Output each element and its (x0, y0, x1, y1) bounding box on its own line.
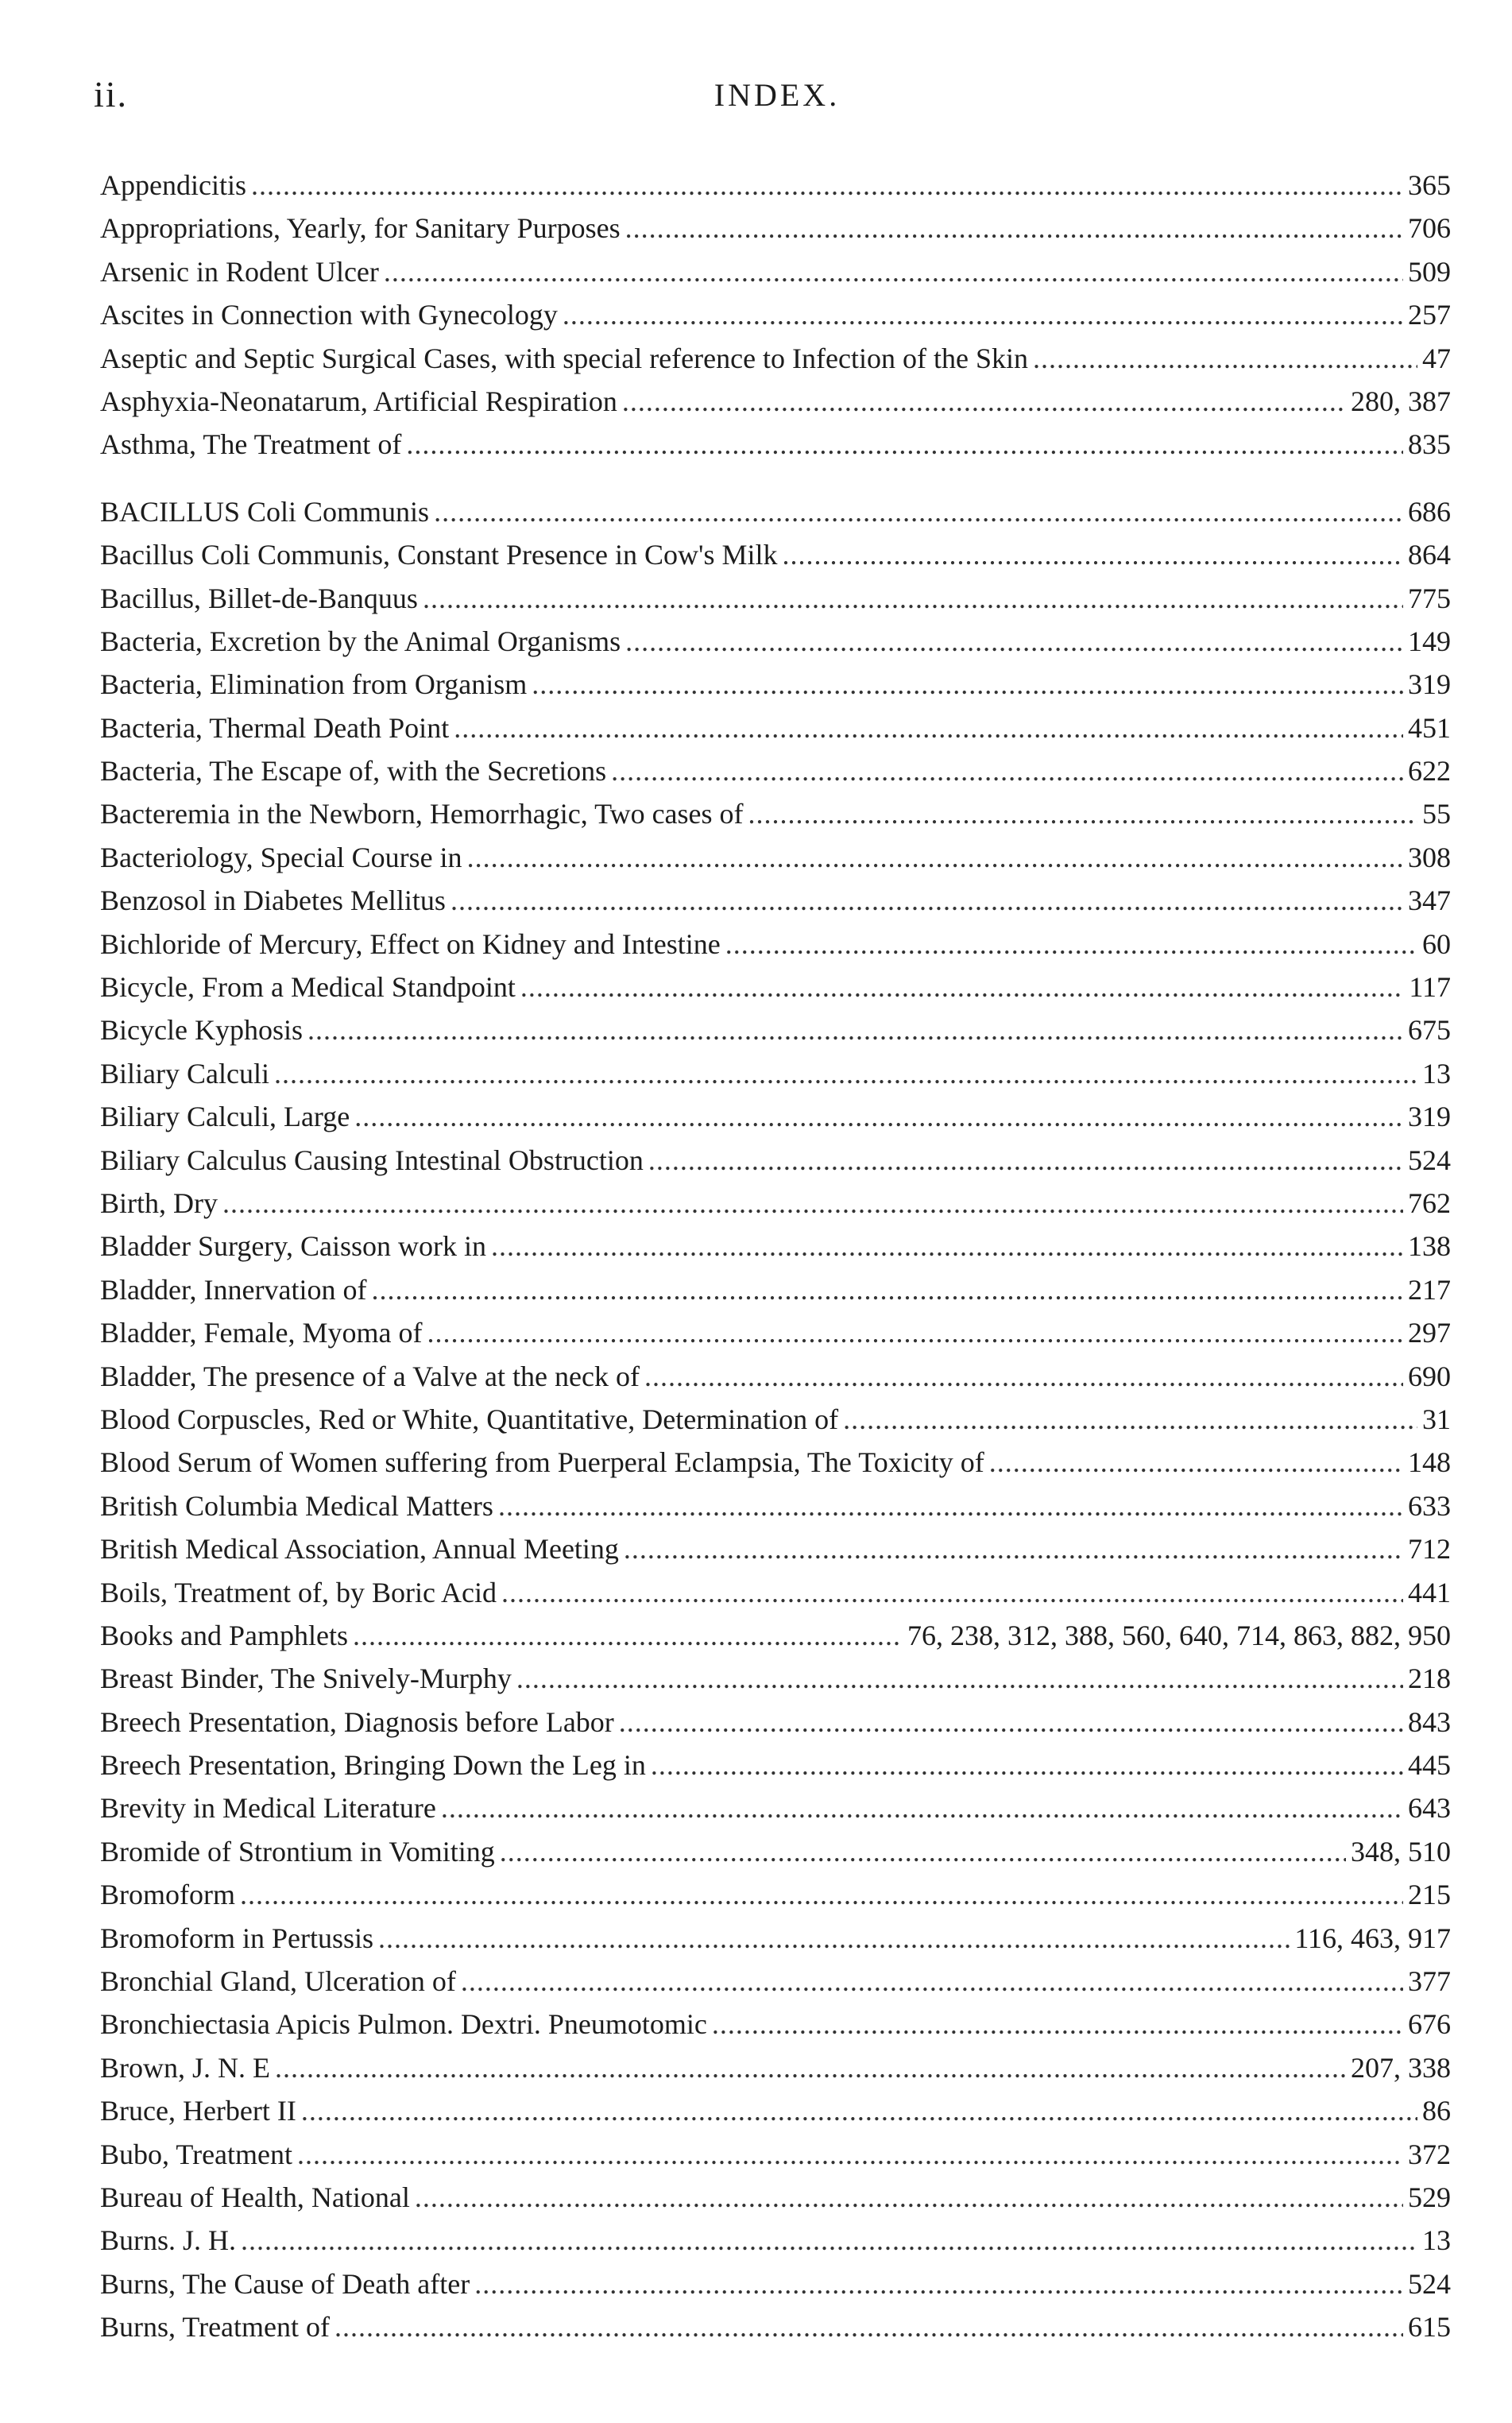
dot-leader (625, 625, 1403, 658)
entry-label: Bacillus, Billet-de-Banquus (100, 582, 418, 614)
entry-label: Bichloride of Mercury, Effect on Kidney and Intestine (100, 927, 721, 960)
entry-pages: 529 (1408, 2181, 1451, 2213)
entry-pages: 217 (1408, 1273, 1451, 1306)
dot-leader (516, 1662, 1403, 1695)
dot-leader (474, 2267, 1403, 2301)
entry-pages: 762 (1408, 1186, 1451, 1219)
index-list (100, 168, 1451, 2354)
entry-label: Brown, J. N. E (100, 2051, 270, 2084)
dot-leader (222, 1186, 1403, 1220)
index-entry (100, 1964, 1451, 2007)
index-entry (100, 2094, 1451, 2137)
index-entry (100, 1144, 1451, 1186)
entry-pages: 622 (1408, 755, 1451, 788)
entry-label: Brevity in Medical Literature (100, 1792, 436, 1825)
entry-label: British Columbia Medical Matters (100, 1489, 493, 1522)
index-entry (100, 1013, 1451, 1056)
entry-label: Bruce, Herbert II (100, 2095, 296, 2127)
dot-leader (454, 711, 1403, 745)
dot-leader (241, 2224, 1417, 2257)
dot-leader (275, 2051, 1346, 2084)
dot-leader (783, 538, 1404, 571)
entry-pages: 257 (1408, 299, 1451, 331)
entry-label: Bronchial Gland, Ulceration of (100, 1965, 456, 1998)
entry-label: Boils, Treatment of, by Boric Acid (100, 1576, 497, 1608)
index-entry (100, 495, 1451, 538)
index-entry (100, 2224, 1451, 2266)
dot-leader (624, 1532, 1403, 1566)
entry-label: Bacteria, Excretion by the Animal Organisms (100, 625, 621, 657)
entry-label: Burns, Treatment of (100, 2311, 331, 2344)
entry-label: Burns, The Cause of Death after (100, 2267, 470, 2300)
entry-label: Blood Corpuscles, Red or White, Quantitative, Determination of (100, 1403, 839, 1435)
index-entry (100, 797, 1451, 840)
index-entry (100, 255, 1451, 298)
dot-leader (354, 1100, 1403, 1133)
dot-leader (353, 1619, 903, 1652)
index-entry (100, 668, 1451, 710)
dot-leader (307, 1013, 1403, 1047)
entry-pages: 31 (1422, 1403, 1451, 1435)
dot-leader (725, 927, 1417, 961)
dot-leader (274, 1057, 1417, 1090)
dot-leader (461, 1964, 1403, 1998)
index-entry (100, 1360, 1451, 1403)
entry-label: BACILLUS Coli Communis (100, 495, 430, 528)
dot-leader (467, 841, 1403, 874)
entry-pages: 149 (1408, 625, 1451, 657)
entry-label: Bromide of Strontium in Vomiting (100, 1835, 495, 1868)
index-entry (100, 970, 1451, 1013)
index-entry (100, 1186, 1451, 1229)
index-entry (100, 1835, 1451, 1878)
entry-pages: 116, 463, 917 (1294, 1922, 1451, 1954)
index-entry (100, 1403, 1451, 1446)
index-entry (100, 1489, 1451, 1532)
dot-leader (384, 255, 1403, 288)
dot-leader (500, 1835, 1346, 1868)
entry-pages: 280, 387 (1351, 385, 1451, 417)
dot-leader (532, 668, 1403, 701)
dot-leader (712, 2007, 1403, 2041)
index-entry (100, 1662, 1451, 1705)
entry-label: Breech Presentation, Bringing Down the Leg in (100, 1749, 646, 1782)
entry-label: Bladder, Innervation of (100, 1273, 367, 1306)
entry-pages: 55 (1422, 798, 1451, 830)
index-entry (100, 2181, 1451, 2224)
dot-leader (651, 1748, 1403, 1782)
entry-label: Bacteria, Elimination from Organism (100, 668, 528, 701)
dot-leader (491, 1229, 1403, 1263)
index-entry (100, 625, 1451, 668)
index-entry (100, 1878, 1451, 1921)
entry-label: Ascites in Connection with Gynecology (100, 299, 558, 331)
entry-pages: 13 (1422, 2224, 1451, 2257)
entry-label: Biliary Calculi (100, 1057, 269, 1090)
dot-leader (240, 1878, 1403, 1911)
entry-pages: 509 (1408, 255, 1451, 288)
entry-label: Birth, Dry (100, 1186, 218, 1219)
entry-label: Breast Binder, The Snively-Murphy (100, 1662, 512, 1695)
dot-leader (251, 168, 1403, 202)
index-entry (100, 2267, 1451, 2310)
index-entry (100, 1100, 1451, 1143)
entry-label: Arsenic in Rodent Ulcer (100, 255, 379, 288)
entry-pages: 372 (1408, 2138, 1451, 2170)
index-entry (100, 342, 1451, 385)
entry-pages: 451 (1408, 711, 1451, 744)
entry-label: Breech Presentation, Diagnosis before Labor (100, 1705, 614, 1738)
dot-leader (644, 1360, 1403, 1393)
entry-pages: 441 (1408, 1576, 1451, 1608)
entry-pages: 615 (1408, 2311, 1451, 2344)
entry-pages: 675 (1408, 1014, 1451, 1047)
page-number: ii. (94, 74, 129, 114)
entry-pages: 633 (1408, 1489, 1451, 1522)
entry-label: Bubo, Treatment (100, 2138, 293, 2170)
page-title: INDEX. (713, 77, 841, 113)
dot-leader (843, 1403, 1417, 1436)
entry-pages: 138 (1408, 1230, 1451, 1263)
entry-label: Appropriations, Yearly, for Sanitary Purposes (100, 212, 621, 245)
index-entry (100, 1576, 1451, 1619)
index-entry (100, 1273, 1451, 1316)
entry-label: Bronchiectasia Apicis Pulmon. Dextri. Pneumotomic (100, 2008, 707, 2041)
entry-pages: 86 (1422, 2095, 1451, 2127)
entry-pages: 207, 338 (1351, 2051, 1451, 2084)
entry-pages: 676 (1408, 2008, 1451, 2041)
dot-leader (441, 1791, 1403, 1825)
entry-pages: 775 (1408, 582, 1451, 614)
index-entry (100, 2007, 1451, 2050)
dot-leader (434, 495, 1403, 528)
dot-leader (423, 582, 1403, 615)
index-entry (100, 1532, 1451, 1575)
dot-leader (622, 385, 1346, 418)
index-entry (100, 927, 1451, 970)
dot-leader (1033, 342, 1417, 375)
entry-label: Biliary Calculus Causing Intestinal Obstruction (100, 1144, 644, 1176)
entry-label: British Medical Association, Annual Meeting (100, 1533, 619, 1566)
index-entry (100, 1057, 1451, 1100)
dot-leader (563, 298, 1403, 331)
dot-leader (415, 2181, 1403, 2214)
entry-label: Biliary Calculi, Large (100, 1101, 350, 1133)
dot-leader (301, 2094, 1417, 2127)
entry-pages: 835 (1408, 428, 1451, 461)
index-entry (100, 1446, 1451, 1488)
page-header (94, 73, 1460, 129)
entry-label: Bicycle, From a Medical Standpoint (100, 971, 516, 1004)
dot-leader (989, 1446, 1403, 1479)
index-entry (100, 884, 1451, 927)
entry-pages: 445 (1408, 1749, 1451, 1782)
dot-leader (297, 2138, 1403, 2171)
entry-pages: 348, 510 (1351, 1835, 1451, 1868)
entry-pages: 706 (1408, 212, 1451, 245)
entry-label: Aseptic and Septic Surgical Cases, with special reference to Infection of the Skin (100, 342, 1028, 374)
entry-pages: 365 (1408, 169, 1451, 201)
index-entry (100, 1705, 1451, 1748)
dot-leader (406, 428, 1403, 461)
entry-pages: 297 (1408, 1317, 1451, 1349)
entry-pages: 712 (1408, 1533, 1451, 1566)
index-entry (100, 385, 1451, 428)
entry-label: Bacteria, Thermal Death Point (100, 711, 450, 744)
dot-leader (748, 797, 1417, 830)
dot-leader (611, 754, 1403, 788)
dot-leader (648, 1144, 1403, 1177)
index-entry (100, 1619, 1451, 1662)
dot-leader (625, 211, 1403, 245)
index-entry (100, 754, 1451, 797)
index-entry (100, 2051, 1451, 2094)
entry-label: Bromoform in Pertussis (100, 1922, 374, 1954)
index-entry (100, 428, 1451, 470)
entry-pages: 215 (1408, 1879, 1451, 1911)
index-entry (100, 168, 1451, 211)
entry-pages: 13 (1422, 1057, 1451, 1090)
entry-label: Bicycle Kyphosis (100, 1014, 303, 1047)
entry-pages: 690 (1408, 1360, 1451, 1392)
entry-label: Bureau of Health, National (100, 2181, 410, 2213)
entry-label: Asthma, The Treatment of (100, 428, 402, 461)
entry-pages: 218 (1408, 1662, 1451, 1695)
index-entry (100, 1922, 1451, 1964)
index-entry (100, 298, 1451, 341)
dot-leader (520, 970, 1404, 1004)
entry-label: Bladder, The presence of a Valve at the neck of (100, 1360, 640, 1392)
entry-pages: 686 (1408, 495, 1451, 528)
index-entry (100, 2138, 1451, 2181)
entry-pages: 47 (1422, 342, 1451, 374)
entry-label: Burns. J. H. (100, 2224, 237, 2257)
entry-pages: 319 (1408, 668, 1451, 701)
dot-leader (334, 2310, 1403, 2344)
index-entry (100, 841, 1451, 884)
entry-label: Appendicitis (100, 169, 246, 201)
entry-label: Blood Serum of Women suffering from Puerperal Eclampsia, The Toxicity of (100, 1446, 984, 1479)
entry-pages: 843 (1408, 1705, 1451, 1738)
entry-pages: 524 (1408, 1144, 1451, 1176)
entry-label: Bacillus Coli Communis, Constant Presence in Cow's Milk (100, 539, 778, 571)
entry-pages: 308 (1408, 841, 1451, 873)
entry-pages: 347 (1408, 884, 1451, 917)
entry-label: Bacteremia in the Newborn, Hemorrhagic, Two cases of (100, 798, 744, 830)
index-entry (100, 211, 1451, 254)
entry-pages: 319 (1408, 1101, 1451, 1133)
entry-pages: 377 (1408, 1965, 1451, 1998)
entry-pages: 117 (1409, 971, 1451, 1004)
dot-leader (451, 884, 1403, 917)
index-entry (100, 2310, 1451, 2353)
entry-pages: 148 (1408, 1446, 1451, 1479)
entry-pages: 643 (1408, 1792, 1451, 1825)
dot-leader (378, 1922, 1290, 1955)
index-entry (100, 1316, 1451, 1359)
entry-label: Bacteriology, Special Course in (100, 841, 462, 873)
entry-pages: 76, 238, 312, 388, 560, 640, 714, 863, 882, 950 (907, 1619, 1451, 1651)
entry-label: Bacteria, The Escape of, with the Secretions (100, 755, 607, 788)
entry-label: Bladder, Female, Myoma of (100, 1317, 423, 1349)
index-entry (100, 538, 1451, 581)
index-entry (100, 711, 1451, 754)
index-entry (100, 1229, 1451, 1272)
entry-label: Bladder Surgery, Caisson work in (100, 1230, 486, 1263)
index-entry (100, 1748, 1451, 1791)
entry-label: Benzosol in Diabetes Mellitus (100, 884, 446, 917)
entry-label: Books and Pamphlets (100, 1619, 348, 1651)
dot-leader (501, 1576, 1403, 1609)
entry-label: Asphyxia-Neonatarum, Artificial Respiration (100, 385, 617, 417)
entry-label: Bromoform (100, 1879, 235, 1911)
index-entry (100, 1791, 1451, 1834)
dot-leader (427, 1316, 1403, 1349)
dot-leader (498, 1489, 1403, 1523)
entry-pages: 524 (1408, 2267, 1451, 2300)
entry-pages: 60 (1422, 927, 1451, 960)
index-entry (100, 582, 1451, 625)
entry-pages: 864 (1408, 539, 1451, 571)
dot-leader (371, 1273, 1403, 1306)
dot-leader (619, 1705, 1403, 1739)
